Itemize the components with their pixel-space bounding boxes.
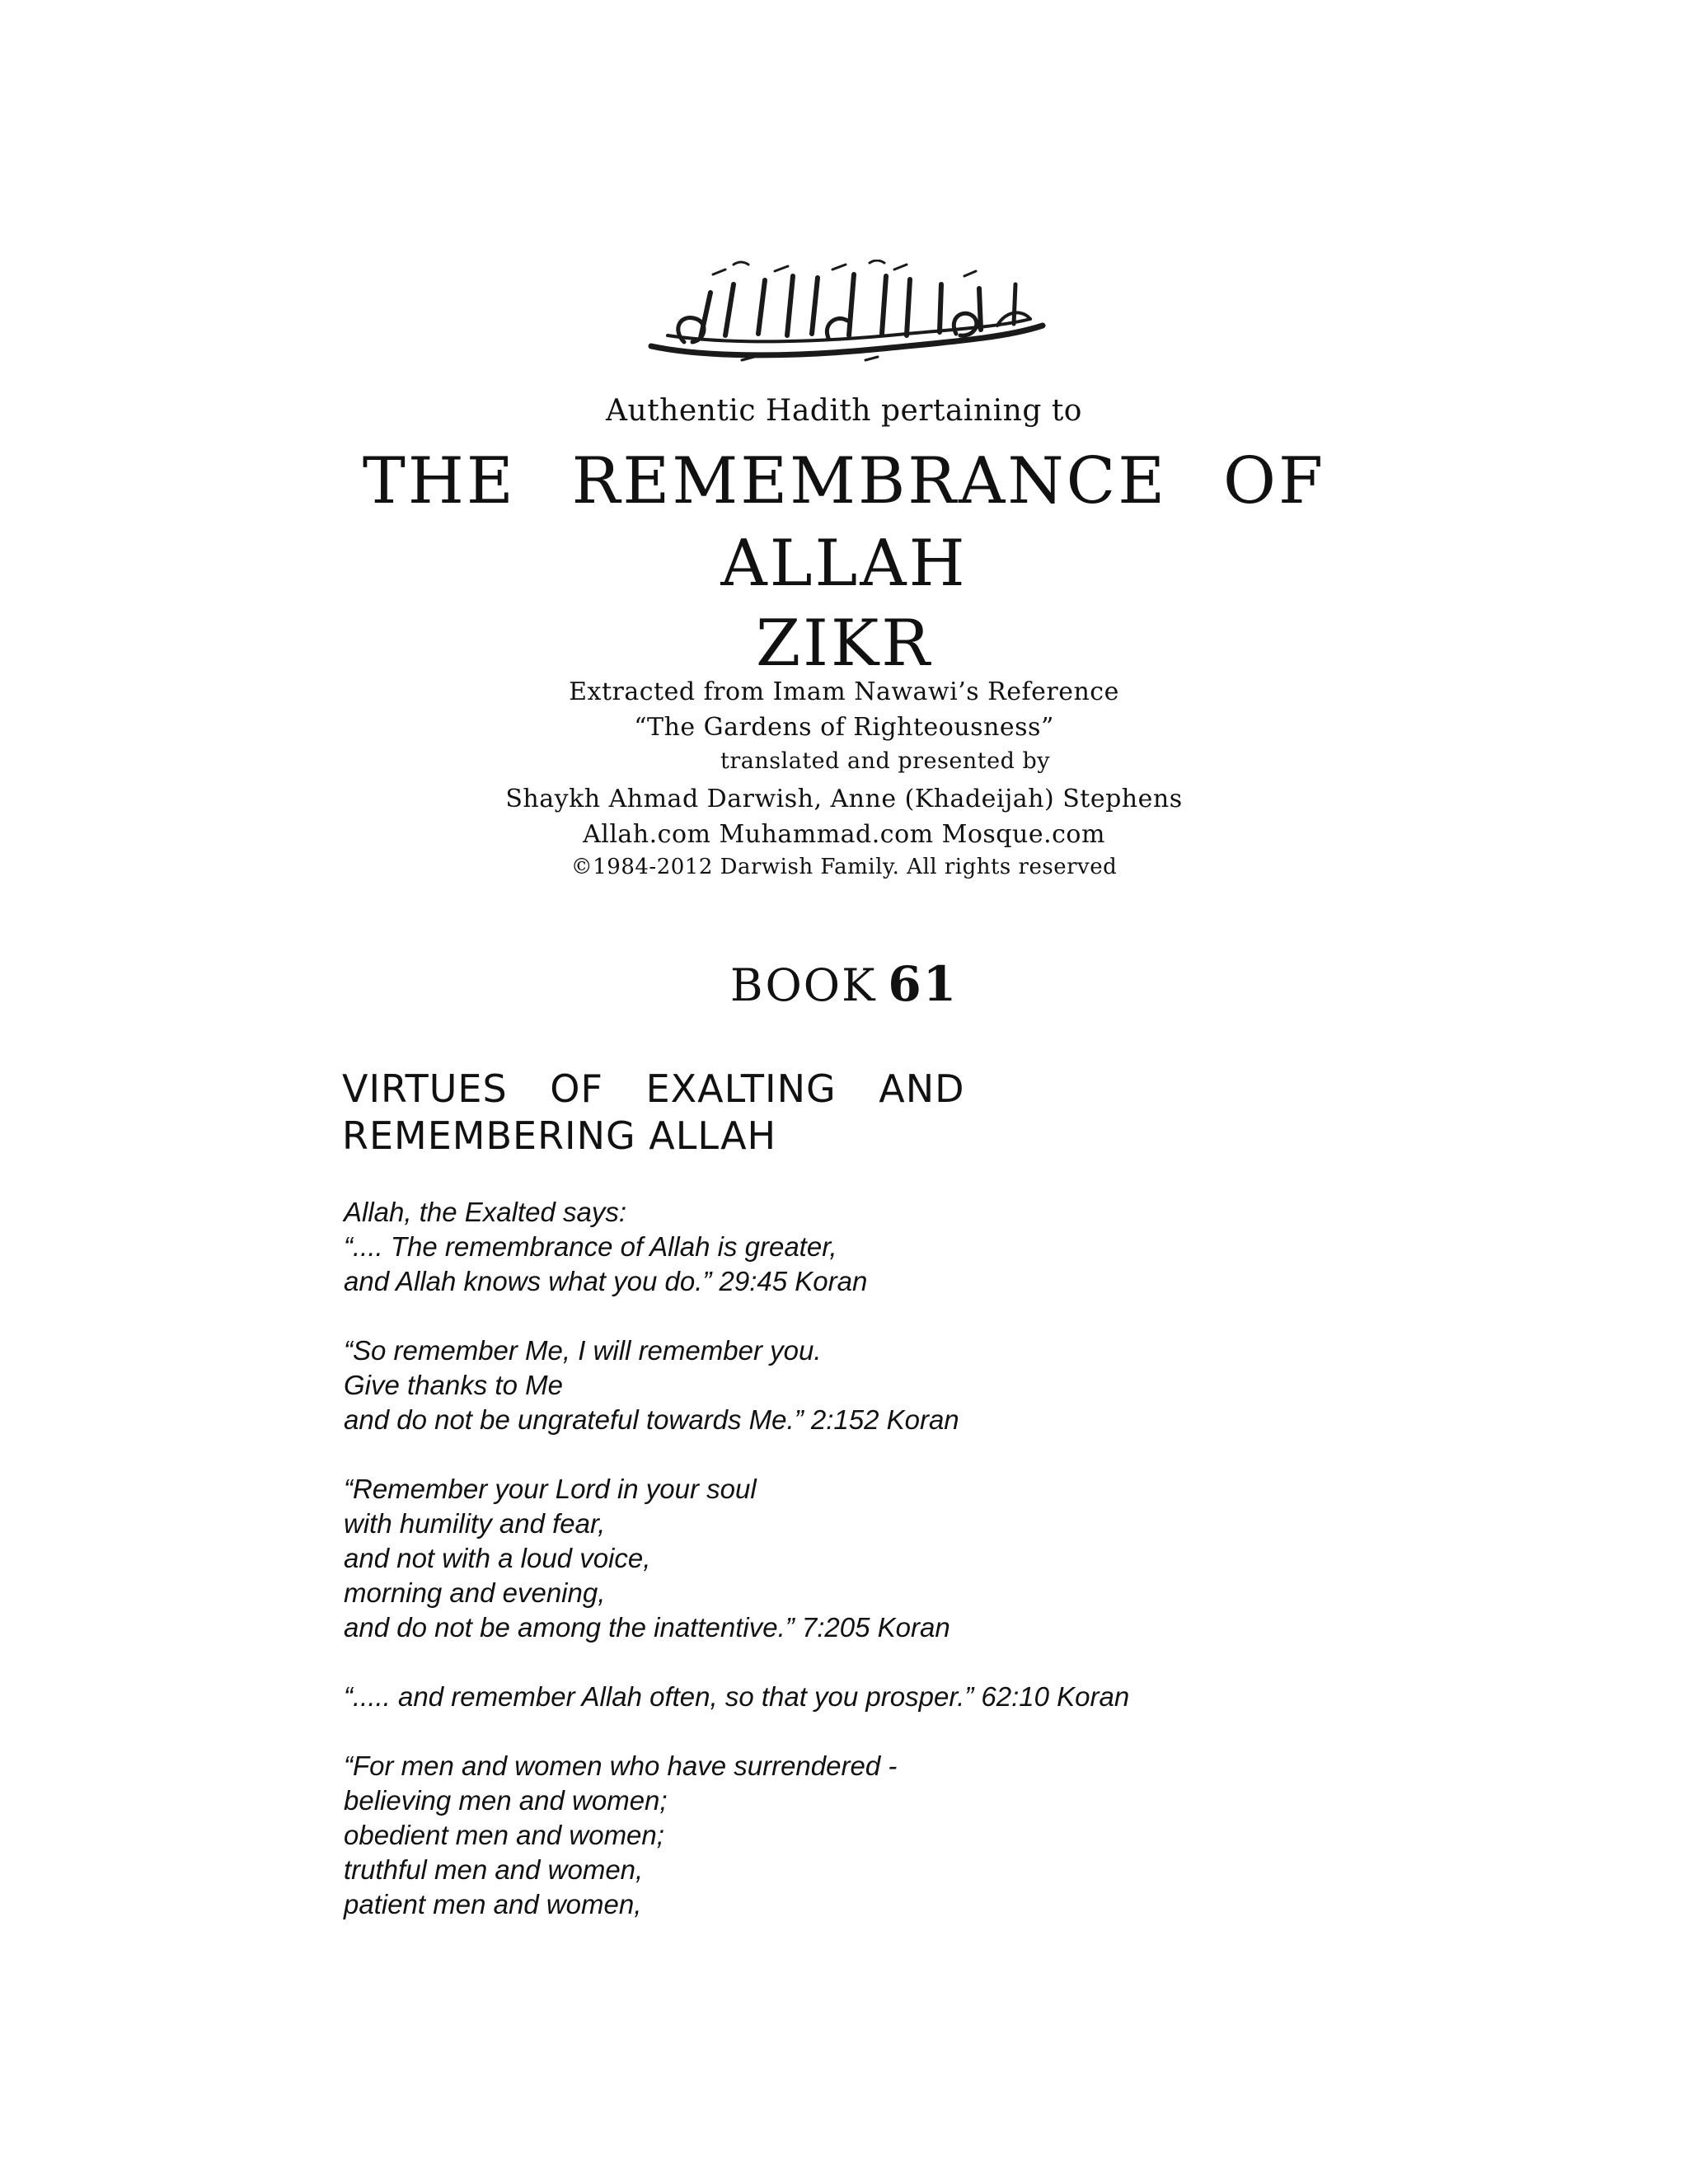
verse-line: with humility and fear, — [344, 1508, 606, 1539]
book-number: 61 — [888, 956, 959, 1012]
credit-source: Extracted from Imam Nawawi’s Reference — [569, 677, 1119, 706]
title-line-3: ZIKR — [755, 607, 932, 681]
credit-book-title: “The Gardens of Righteousness” — [634, 713, 1054, 742]
book-label — [0, 956, 1688, 1012]
section-heading-line-1: VIRTUES OF EXALTING AND — [342, 1066, 965, 1111]
verse-line: and Allah knows what you do.” 29:45 Koran — [344, 1266, 868, 1296]
verse-block — [344, 1472, 1580, 1645]
credit-translated-by: translated and presented by — [720, 748, 1050, 774]
verse-line: obedient men and women; — [344, 1820, 664, 1850]
basmala-calligraphy — [635, 260, 1055, 367]
copyright-notice: ©1984-2012 Darwish Family. All rights reserved — [570, 855, 1118, 879]
verse-line: patient men and women, — [344, 1889, 642, 1919]
verse-block — [344, 1680, 1580, 1714]
verse-block — [344, 1333, 1580, 1437]
title-line-1: THE REMEMBRANCE OF — [362, 444, 1326, 518]
credit-websites: Allah.com Muhammad.com Mosque.com — [583, 820, 1105, 849]
verse-line: “Remember your Lord in your soul — [344, 1474, 757, 1504]
verse-list — [344, 1195, 1580, 1957]
verse-line: “So remember Me, I will remember you. — [344, 1335, 822, 1366]
verse-line: believing men and women; — [344, 1785, 668, 1816]
credit-authors: Shaykh Ahmad Darwish, Anne (Khadeijah) Stephens — [505, 785, 1183, 813]
verse-line: and do not be ungrateful towards Me.” 2:152 Koran — [344, 1404, 959, 1435]
verse-line: “.... The remembrance of Allah is greater, — [344, 1231, 837, 1262]
verse-block — [344, 1749, 1580, 1922]
title-subtitle: Authentic Hadith pertaining to — [606, 394, 1082, 428]
verse-line: “..... and remember Allah often, so that you prosper.” 62:10 Koran — [344, 1681, 1130, 1712]
verse-line: “For men and women who have surrendered - — [344, 1750, 898, 1781]
verse-line: Give thanks to Me — [344, 1370, 563, 1400]
verse-block — [344, 1195, 1580, 1299]
title-line-2: ALLAH — [720, 527, 968, 601]
verse-line: Allah, the Exalted says: — [344, 1197, 627, 1227]
verse-line: and not with a loud voice, — [344, 1543, 651, 1573]
section-heading-line-2: REMEMBERING ALLAH — [342, 1113, 777, 1158]
verse-line: truthful men and women, — [344, 1854, 644, 1885]
verse-line: morning and evening, — [344, 1577, 606, 1608]
book-label-text: BOOK — [729, 959, 877, 1011]
verse-line: and do not be among the inattentive.” 7:205 Koran — [344, 1612, 950, 1643]
